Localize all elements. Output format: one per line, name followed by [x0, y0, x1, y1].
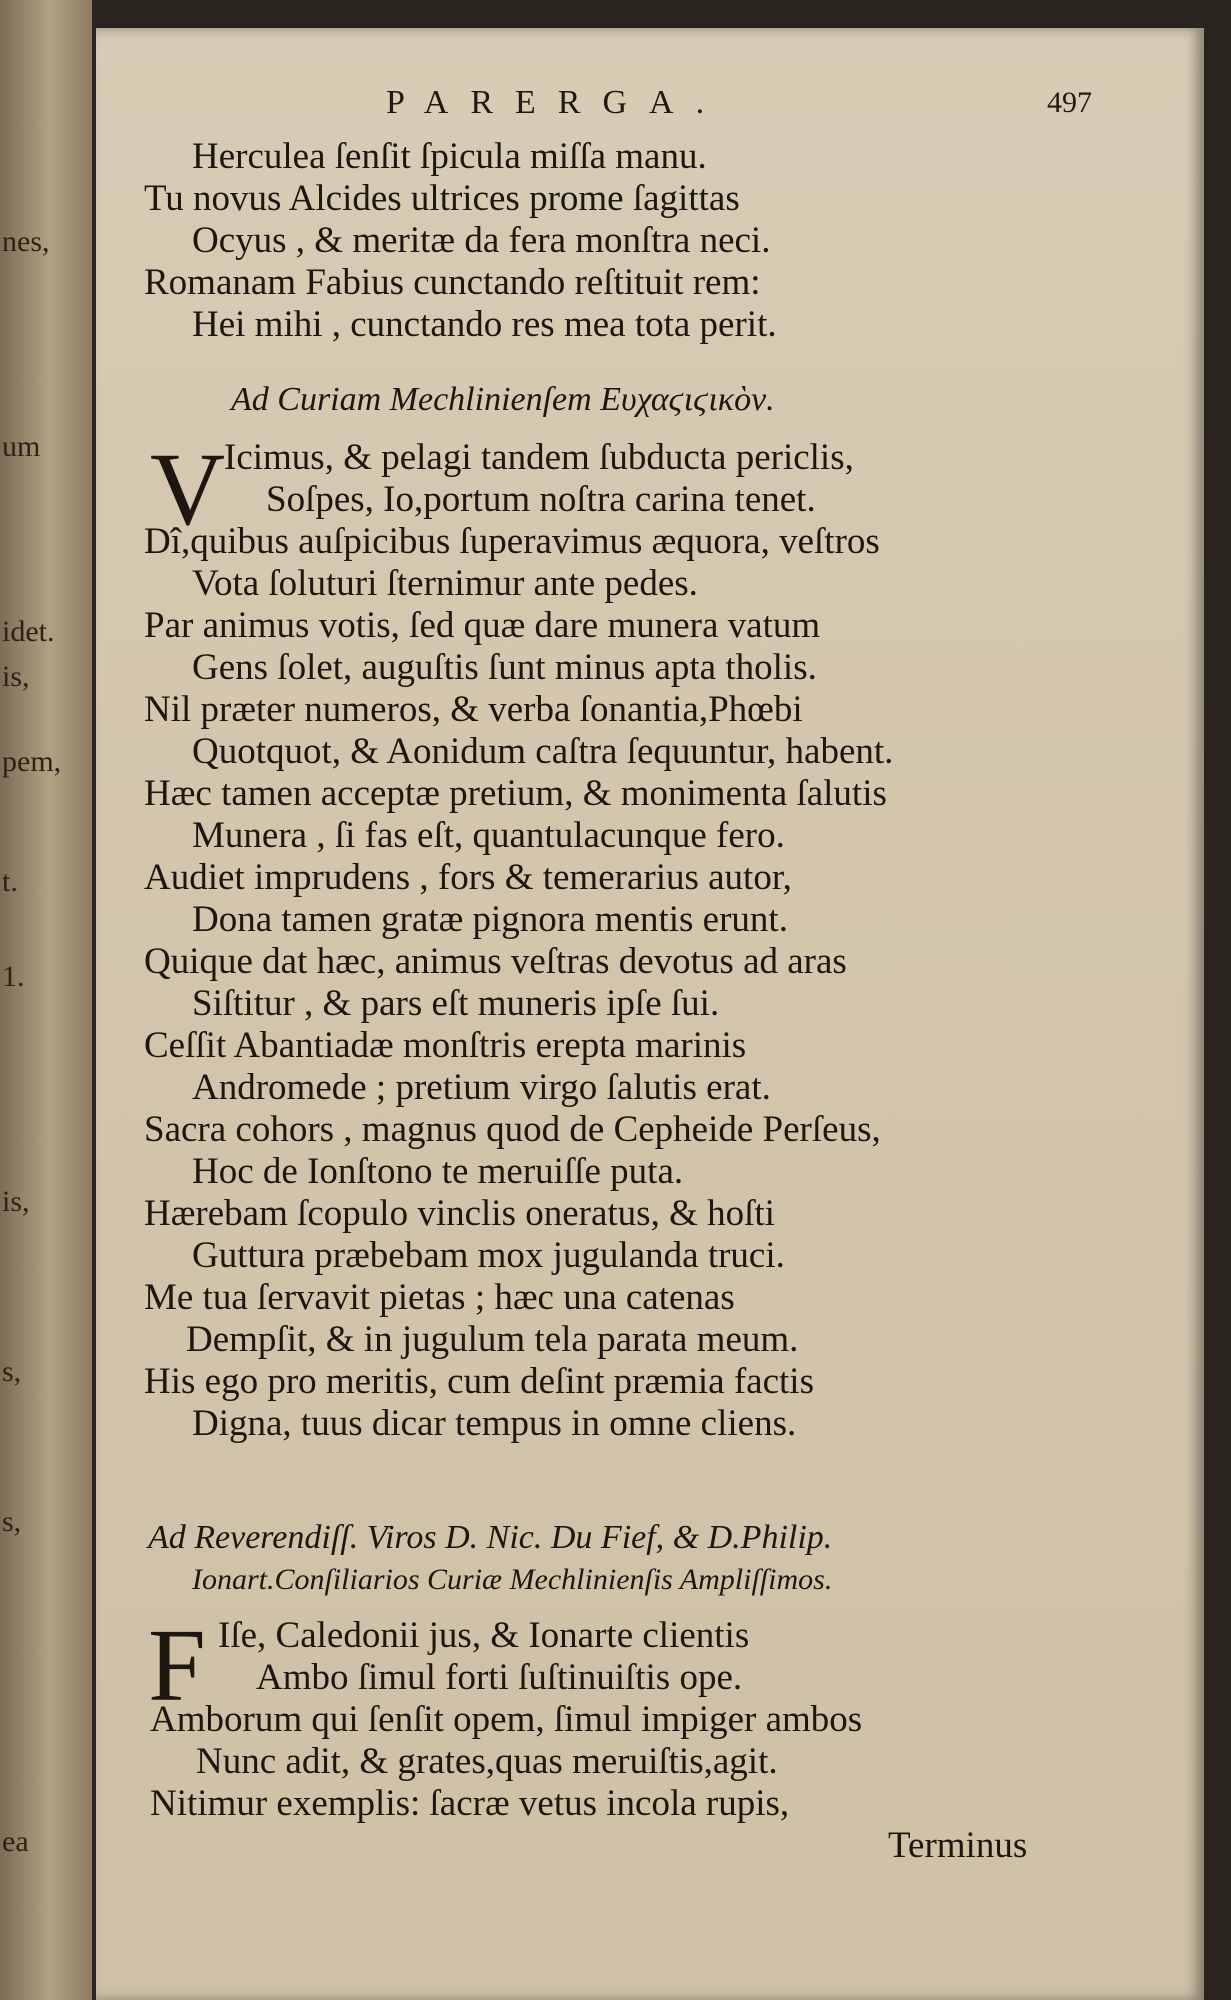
verse-line: Par animus votis, ſed quæ dare munera vatum: [144, 605, 821, 646]
fragment: t.: [2, 865, 18, 898]
verse-line: Munera , ſi fas eſt, quantulacunque fero.: [192, 815, 785, 856]
fragment: um: [2, 430, 41, 463]
fragment: nes,: [2, 225, 50, 258]
poem-heading: Ad Curiam Mechlinienſem Ευχαϛιϛικὸν.: [231, 381, 775, 418]
verse-line: Vota ſoluturi ſternimur ante pedes.: [192, 563, 698, 604]
fragment: ea: [2, 1825, 29, 1858]
verse-line: Guttura præbebam mox jugulanda truci.: [192, 1235, 785, 1276]
verse-line: Amborum qui ſenſit opem, ſimul impiger ambos: [150, 1699, 863, 1740]
verse-line: Icimus, & pelagi tandem ſubducta periclis,: [224, 437, 854, 478]
verse-line: Audiet imprudens , fors & temerarius autor,: [144, 857, 792, 898]
verse-line: Ocyus , & meritæ da fera monſtra neci.: [192, 220, 771, 261]
verse-line: Iſe, Caledonii jus, & Ionarte clientis: [218, 1615, 750, 1656]
running-title: PARERGA.: [386, 84, 727, 121]
verse-line: Hoc de Ionſtono te meruiſſe puta.: [192, 1151, 684, 1192]
verse-line: Nunc adit, & grates,quas meruiſtis,agit.: [196, 1741, 778, 1782]
verse-line: Andromede ; pretium virgo ſalutis erat.: [192, 1067, 771, 1108]
verse-line: Quique dat hæc, animus veſtras devotus ad aras: [144, 941, 847, 982]
fragment: s,: [2, 1355, 22, 1388]
fragment: pem,: [2, 745, 62, 778]
verse-line: His ego pro meritis, cum deſint præmia factis: [144, 1361, 814, 1402]
drop-capital: V: [150, 432, 226, 547]
verse-line: Me tua ſervavit pietas ; hæc una catenas: [144, 1277, 735, 1318]
verse-line: Tu novus Alcides ultrices prome ſagittas: [144, 178, 740, 219]
fragment: 1.: [2, 960, 25, 993]
page-header: [96, 84, 1204, 134]
verse-line: Digna, tuus dicar tempus in omne cliens.: [192, 1403, 797, 1444]
facing-page-edge: [0, 0, 92, 2000]
verse-line: Hei mihi , cunctando res mea tota perit.: [192, 304, 777, 345]
verse-line: Hæc tamen acceptæ pretium, & monimenta ſalutis: [144, 773, 887, 814]
verse-line: Quotquot, & Aonidum caſtra ſequuntur, habent.: [192, 731, 894, 772]
verse-line: Dona tamen gratæ pignora mentis erunt.: [192, 899, 788, 940]
fragment: s,: [2, 1505, 22, 1538]
verse-line: Dempſit, & in jugulum tela parata meum.: [186, 1319, 799, 1360]
book-page: [96, 28, 1204, 2000]
verse-line: Herculea ſenſit ſpicula miſſa manu.: [192, 136, 707, 177]
verse-line: Nitimur exemplis: ſacræ vetus incola rupis,: [150, 1783, 790, 1824]
verse-line: Soſpes, Io,portum noſtra carina tenet.: [266, 479, 816, 520]
verse-line: Gens ſolet, auguſtis ſunt minus apta tholis.: [192, 647, 817, 688]
verse-line: Romanam Fabius cunctando reſtituit rem:: [144, 262, 761, 303]
fragment: is,: [2, 1185, 30, 1218]
poem-heading: Ionart.Conſiliarios Curiæ Mechlinienſis Ampliſſimos.: [192, 1563, 833, 1596]
verse-line: Nil præter numeros, & verba ſonantia,Phœbi: [144, 689, 803, 730]
verse-line: Ambo ſimul forti ſuſtinuiſtis ope.: [256, 1657, 743, 1698]
fragment: is,: [2, 660, 30, 693]
verse-line: Sacra cohors , magnus quod de Cepheide Perſeus,: [144, 1109, 881, 1150]
verse-line: Siſtitur , & pars eſt muneris ipſe ſui.: [192, 983, 720, 1024]
fragment: idet.: [2, 615, 55, 648]
verse-line: Hærebam ſcopulo vinclis oneratus, & hoſti: [144, 1193, 775, 1234]
poem-heading: Ad Reverendiſſ. Viros D. Nic. Du Fief, & D.Philip.: [148, 1519, 833, 1556]
catchword: Terminus: [888, 1825, 1028, 1866]
page-number: 497: [1047, 86, 1092, 119]
verse-line: Ceſſit Abantiadæ monſtris erepta marinis: [144, 1025, 747, 1066]
drop-capital: F: [148, 1608, 206, 1723]
verse-line: Dî,quibus auſpicibus ſuperavimus æquora, veſtros: [144, 521, 880, 562]
